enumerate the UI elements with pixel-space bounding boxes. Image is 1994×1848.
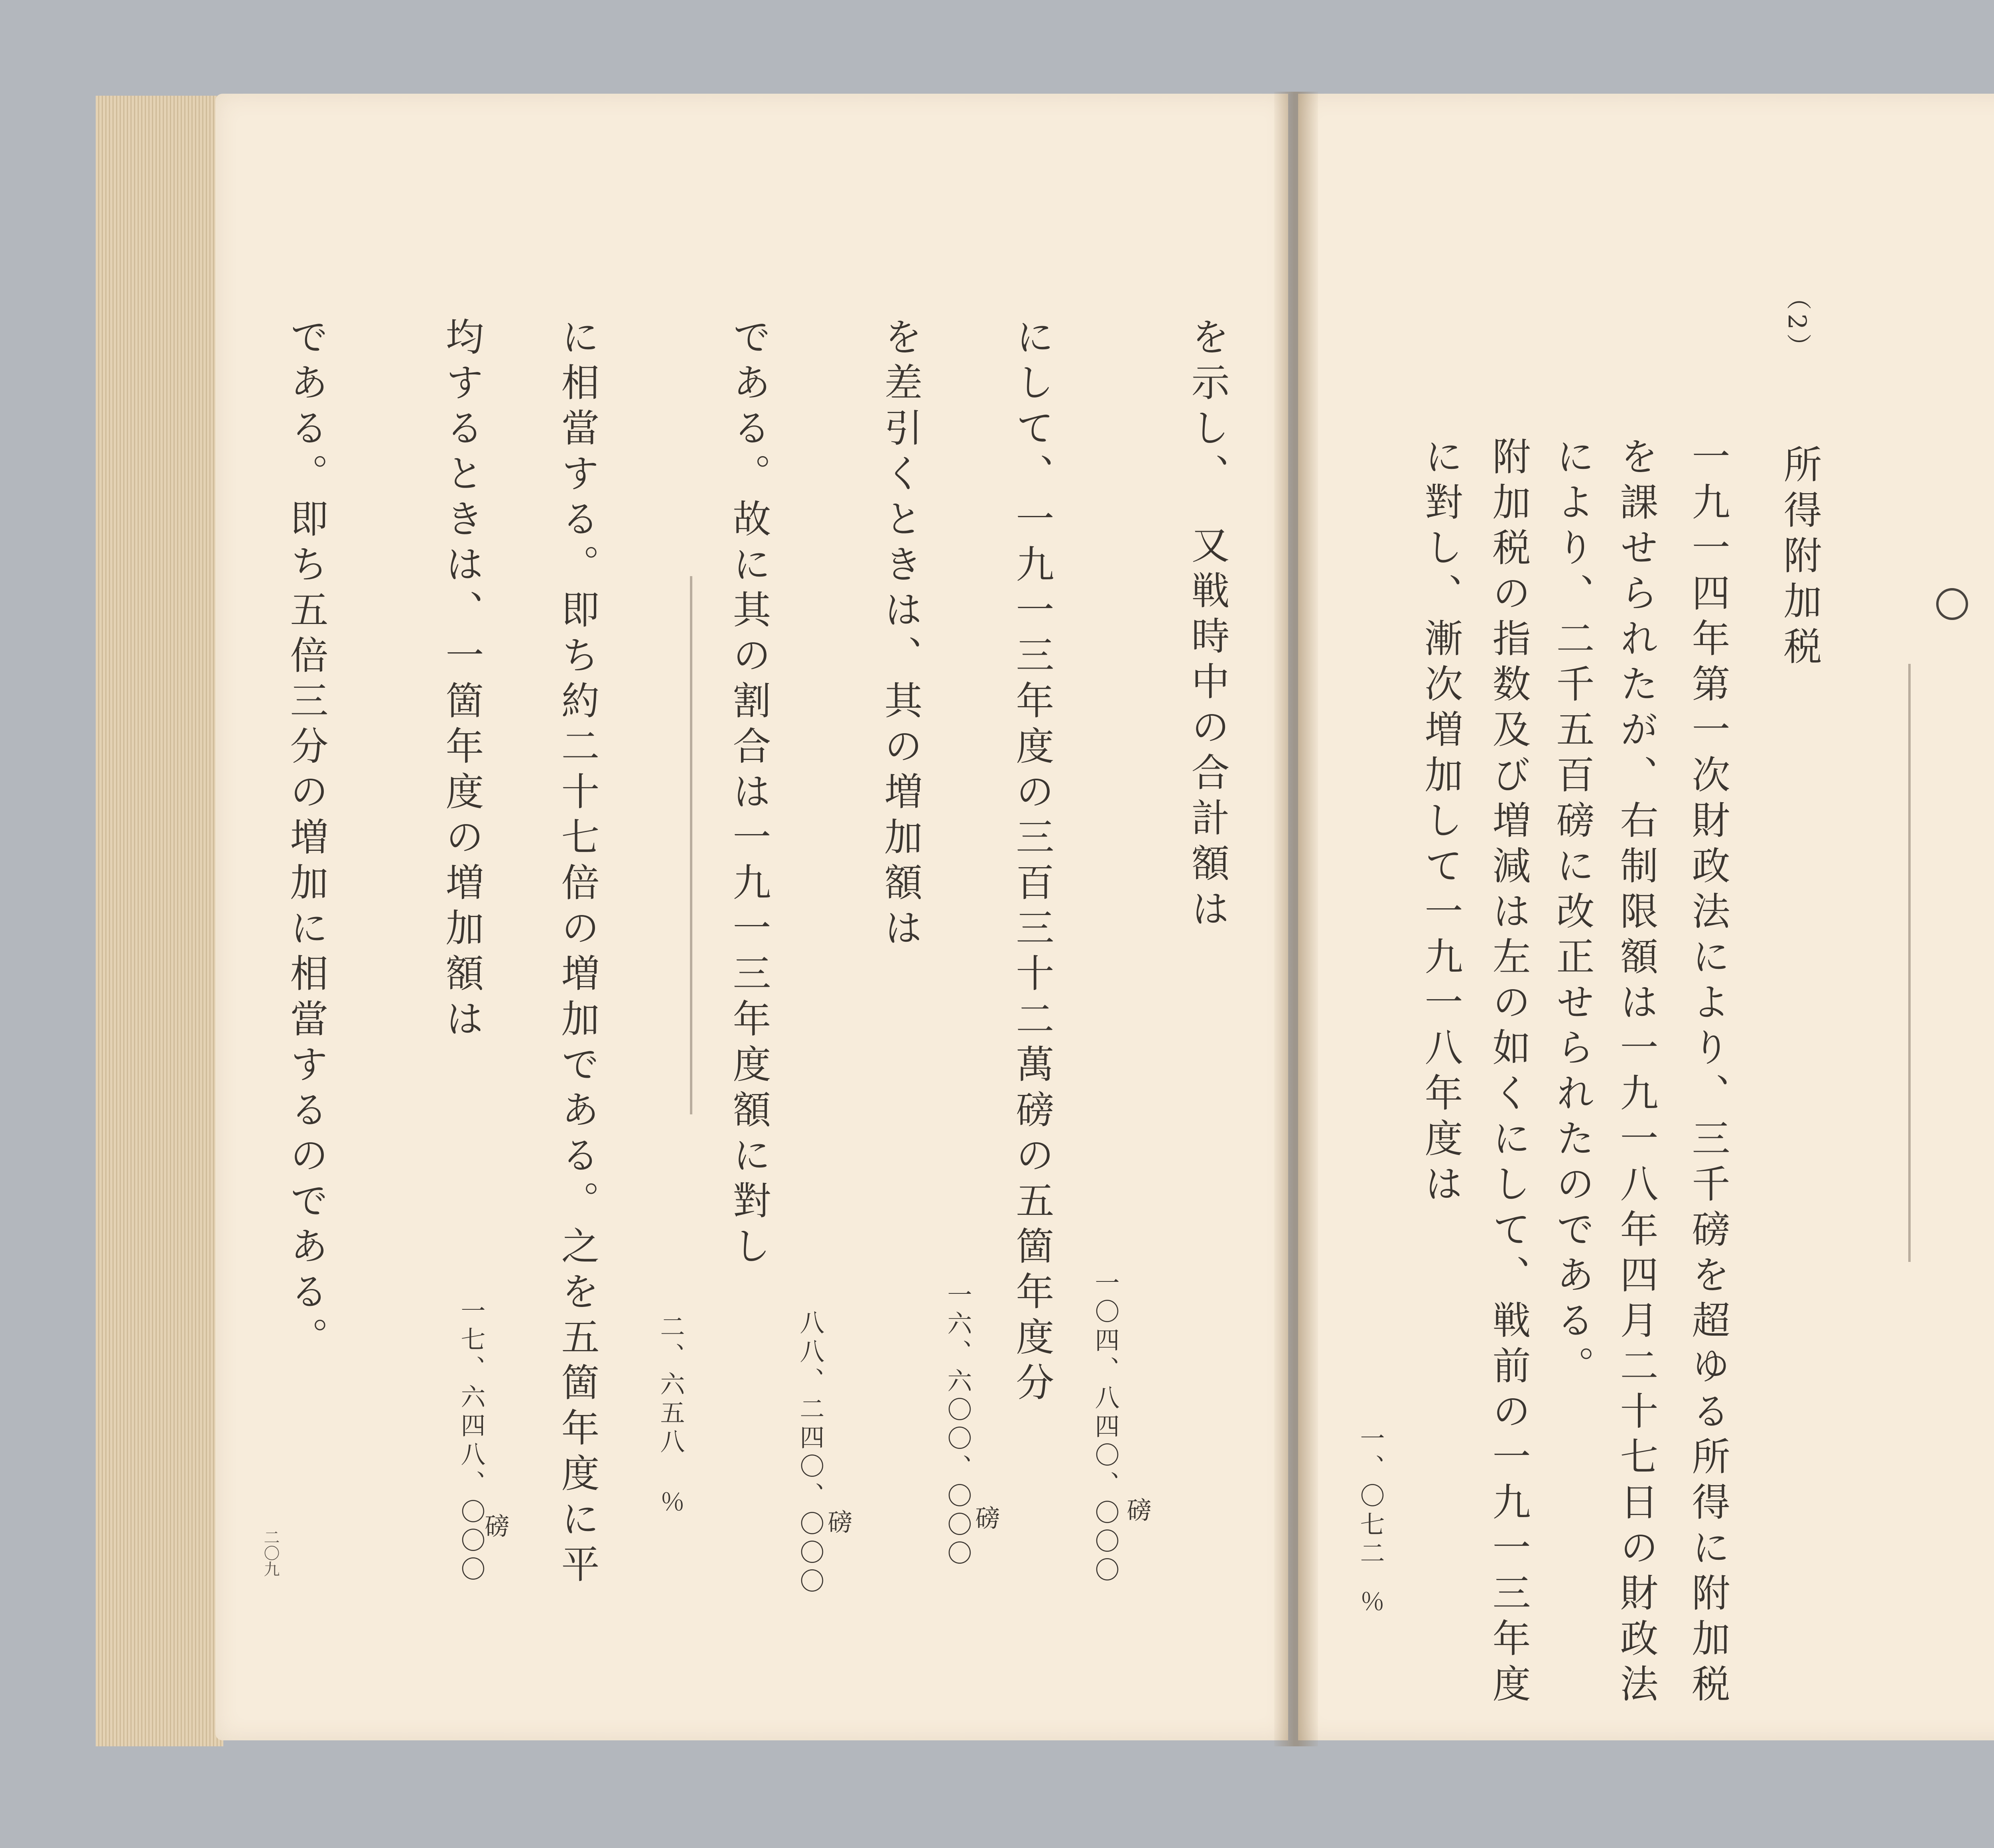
book-gutter: [1274, 92, 1318, 1746]
left-figure-2: 一六、六〇〇、〇〇〇: [943, 1282, 972, 1569]
right-page: [1298, 94, 1994, 1740]
left-page-edges: [96, 96, 223, 1746]
left-page: [215, 94, 1288, 1740]
left-figure-5: 一七、六四八、〇〇〇: [457, 1298, 486, 1585]
left-unit-4: ％: [656, 1489, 685, 1518]
left-unit-3: 磅: [824, 1509, 853, 1538]
section-title: 所得附加税: [1777, 445, 1822, 672]
right-col-4: 附加税の指数及び増減は左の如くにして、戦前の一九一三年度: [1486, 437, 1531, 1709]
left-figure-4: 二、六五八: [656, 1314, 685, 1457]
left-figure-1: 一〇四、八四〇、〇〇〇: [1091, 1270, 1120, 1586]
right-col-3: により、二千五百磅に改正せられたのである。: [1550, 437, 1595, 1391]
left-col-4: である。故に其の割合は一九一三年度額に對し: [727, 317, 771, 1271]
left-figure-3: 八八、二四〇、〇〇〇: [796, 1310, 825, 1597]
circle-mark: [1936, 588, 1968, 620]
right-final-unit: ％: [1356, 1589, 1385, 1618]
left-divider-line: [690, 576, 692, 1114]
left-col-2: にして、一九一三年度の三百三十二萬磅の五箇年度分: [1010, 317, 1054, 1408]
right-col-2: を課せられたが、右制限額は一九一八年四月二十七日の財政法: [1614, 437, 1659, 1709]
left-col-7: である。即ち五倍三分の増加に相當するのである。: [284, 317, 329, 1362]
right-final-figure: 一、〇七二: [1356, 1425, 1385, 1569]
left-unit-2: 磅: [971, 1505, 1000, 1534]
left-col-6: 均するときは、一箇年度の増加額は: [439, 317, 484, 1044]
left-page-number: 二〇九: [261, 1529, 280, 1577]
left-col-3: を差引くときは、其の増加額は: [878, 317, 923, 953]
section-marker: （2）: [1783, 285, 1812, 362]
right-col-1: 一九一四年第一次財政法により、三千磅を超ゆる所得に附加税: [1686, 437, 1730, 1709]
left-col-1: を示し、 又戦時中の合計額は: [1185, 317, 1230, 934]
right-divider-line: [1908, 664, 1911, 1262]
right-col-5: に對し、漸次増加して一九一八年度は: [1419, 437, 1463, 1209]
left-col-5: に相當する。即ち約二十七倍の増加である。之を五箇年度に平: [555, 317, 600, 1590]
left-unit-1: 磅: [1123, 1497, 1152, 1526]
left-unit-5: 磅: [481, 1513, 510, 1542]
